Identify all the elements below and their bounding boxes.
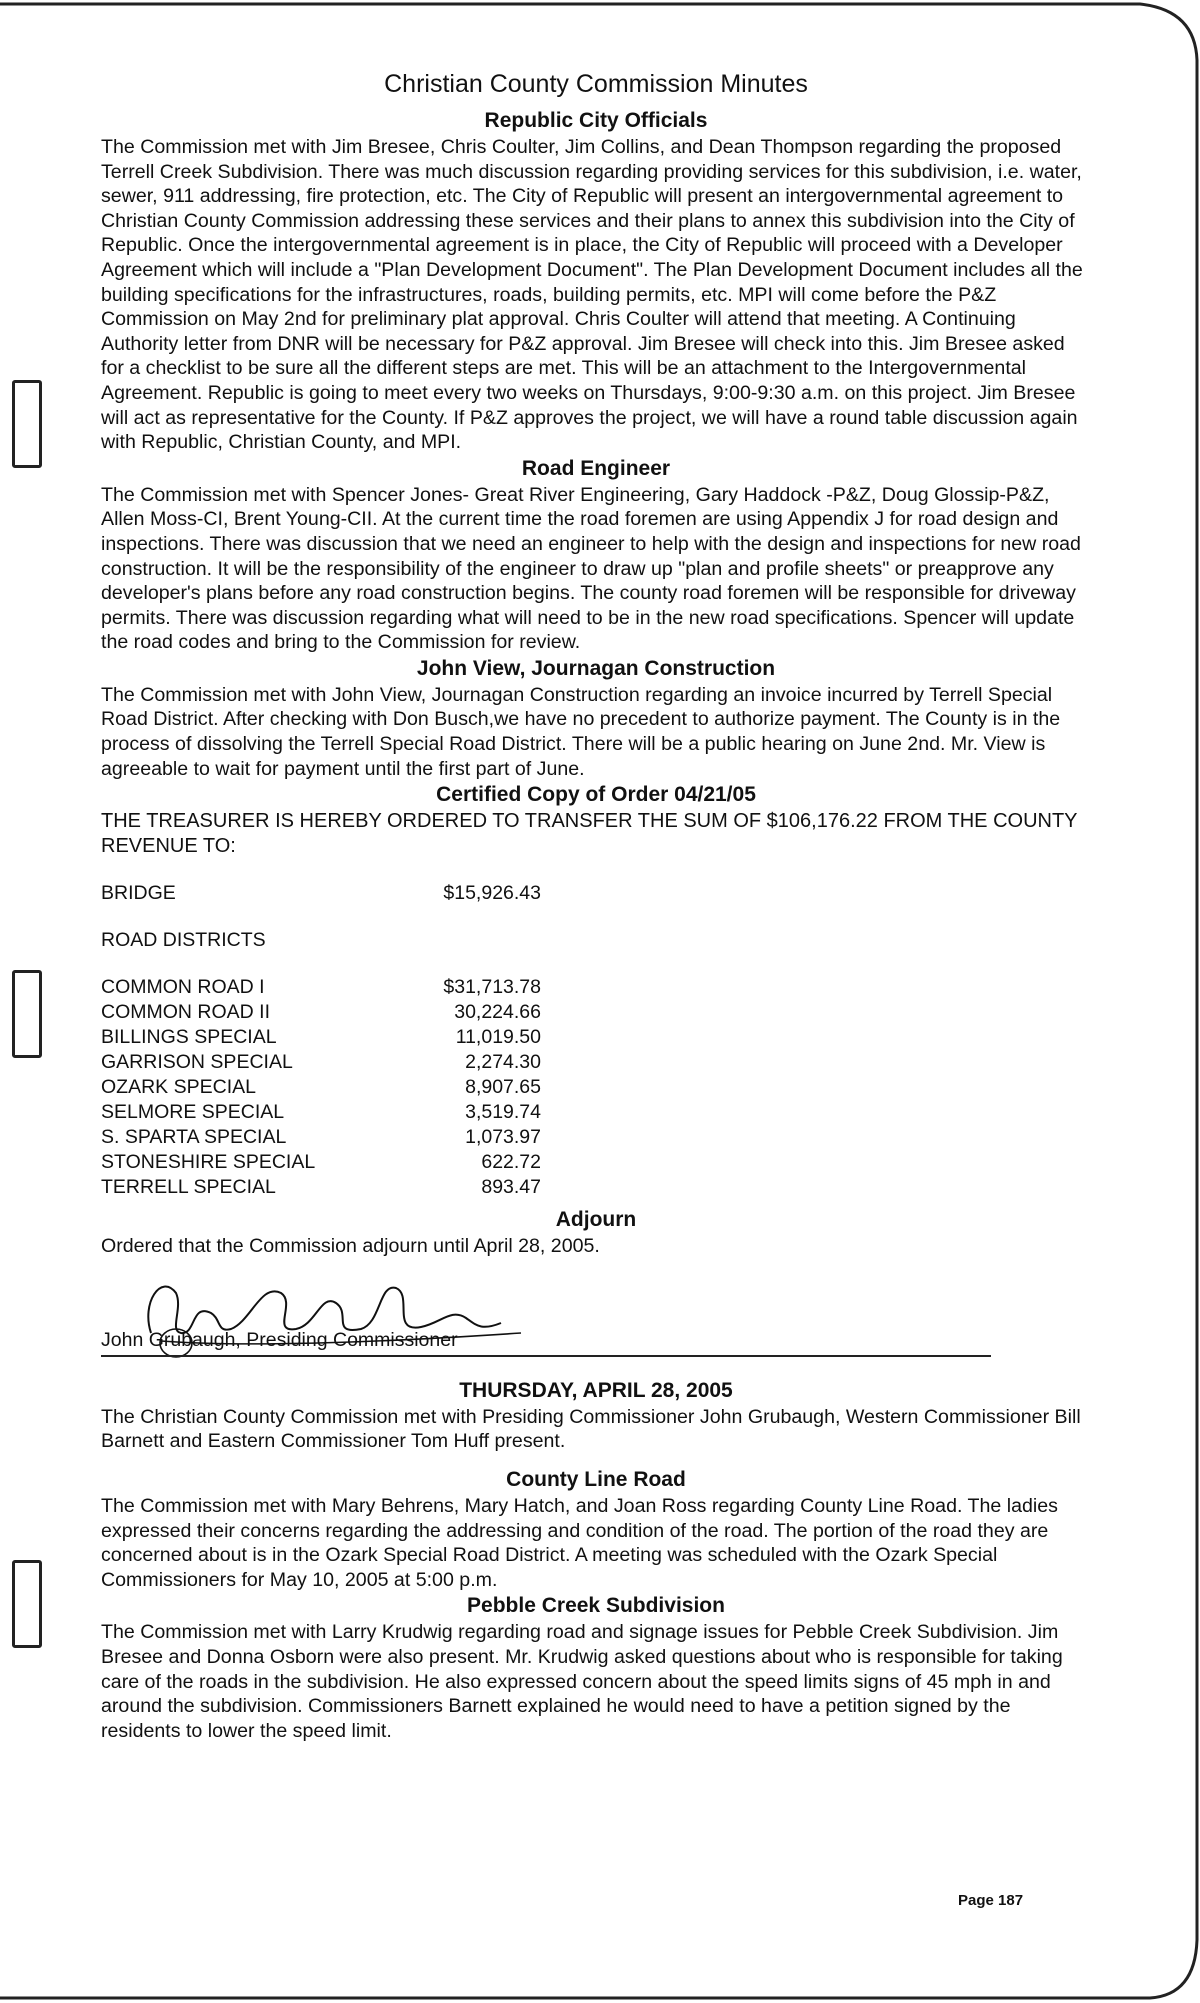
paragraph-pebble-creek: The Commission met with Larry Krudwig regarding road and signage issues for Pebble Creek Subdivision. Jim Bresee and Donna Osborn were also present. Mr. Krudwig asked questions about who is responsible for taking care of the roads in the subdivision. He also expressed concern about the speed limits signs of 45 mph in and around the subdivision. Commissioners Barnett explained he would need to have a petition signed by the residents to lower the speed limit. [101, 1621, 1063, 1742]
binder-hole-top [12, 380, 42, 468]
paragraph-road-engineer: The Commission met with Spencer Jones- Great River Engineering, Gary Haddock -P&Z, Doug Glossip-P&Z, Allen Moss-CI, Brent Young-CII. At the current time the road foremen are using Appendix J for road design and inspections. There was discussion that we need an engineer to help with the design and inspections for new road construction. It will be the responsibility of the engineer to draw up "plan and profile sheets" or preapprove any developer's plans before any road construction begins. The county road foremen will be responsible for driveway permits. There was discussion regarding what will need to be in the new road specifications. Spencer will update the road codes and bring to the Commission for review. [101, 483, 1081, 654]
heading-adjourn: Adjourn [555, 1208, 637, 1232]
district-name: S. SPARTA SPECIAL [101, 1126, 287, 1149]
allocation-name: BRIDGE [101, 882, 176, 905]
district-name: BILLINGS SPECIAL [101, 1026, 277, 1049]
signature-block [101, 1259, 1091, 1369]
district-name: STONESHIRE SPECIAL [101, 1151, 316, 1174]
list-item [101, 1000, 1091, 1025]
document-title: Christian County Commission Minutes [384, 70, 808, 98]
district-amount: 622.72 [481, 1151, 541, 1174]
list-item [101, 1175, 1091, 1200]
paragraph-john-view: The Commission met with John View, Journagan Construction regarding an invoice incurred by Terrell Special Road District. After checking with Don Busch,we have no precedent to authorize payment. The County is in the process of dissolving the Terrell Special Road District. There will be a public hearing on June 2nd. Mr. View is agreeable to wait for payment until the first part of June. [101, 683, 1061, 780]
district-name: OZARK SPECIAL [101, 1076, 256, 1099]
district-name: TERRELL SPECIAL [101, 1176, 276, 1199]
heading-thursday-date: THURSDAY, APRIL 28, 2005 [459, 1378, 733, 1402]
list-item [101, 1025, 1091, 1050]
paragraph-republic-city-officials: The Commission met with Jim Bresee, Chris Coulter, Jim Collins, and Dean Thompson regarding the proposed Terrell Creek Subdivision. There was much discussion regarding providing services for this subdivision, i.e. water, sewer, 911 addressing, fire protection, etc. The City of Republic will present an intergovernmental agreement to Christian County Commission addressing these services and their plans to annex this subdivision into the City of Republic. Once the intergovernmental agreement is in place, the City of Republic will proceed with a Developer Agreement which will include a "Plan Development Document". The Plan Development Document includes all the building specifications for the infrastructures, roads, building permits, etc. MPI will come before the P&Z Commission on May 2nd for preliminary plat approval. Chris Coulter will attend that meeting. A Continuing Authority letter from DNR will be necessary for P&Z approval. Jim Bresee will check into this. Jim Bresee asked for a checklist to be sure all the different steps are met. This will be an attachment to the Intergovernmental Agreement. Republic is going to meet every two weeks on Thursdays, 9:00-9:30 a.m. on this project. Jim Bresee will act as representative for the County. If P&Z approves the project, we will have a round table discussion again with Republic, Christian County, and MPI. [101, 136, 1083, 454]
list-item [101, 1075, 1091, 1100]
paragraph-adjourn: Ordered that the Commission adjourn until April 28, 2005. [101, 1235, 600, 1258]
heading-pebble-creek: Pebble Creek Subdivision [467, 1594, 725, 1618]
order-statement: THE TREASURER IS HEREBY ORDERED TO TRANSFER THE SUM OF $106,176.22 FROM THE COUNTY REVENUE TO: [101, 810, 1078, 858]
page-number: Page 187 [958, 1892, 1024, 1909]
signature-divider [101, 1355, 991, 1357]
signature-name-title: John Grubaugh, Presiding Commissioner [101, 1328, 458, 1351]
district-name: COMMON ROAD II [101, 1001, 270, 1024]
district-amount: 2,274.30 [465, 1051, 541, 1074]
district-amount: 11,019.50 [455, 1026, 541, 1049]
binder-hole-middle [12, 970, 42, 1058]
allocation-bridge [101, 881, 1091, 906]
paragraph-thursday-attendance: The Christian County Commission met with Presiding Commissioner John Grubaugh, Western Commissioner Bill Barnett and Eastern Commissioner Tom Huff present. [101, 1405, 1081, 1453]
heading-road-engineer: Road Engineer [521, 456, 671, 480]
paragraph-county-line-road: The Commission met with Mary Behrens, Mary Hatch, and Joan Ross regarding County Line Road. The ladies expressed their concerns regarding the addressing and condition of the road. The portion of the road they are concerned about is in the Ozark Special Road District. A meeting was scheduled with the Ozark Special Commissioners for May 10, 2005 at 5:00 p.m. [101, 1495, 1058, 1591]
list-item [101, 1100, 1091, 1125]
list-item [101, 975, 1091, 1000]
heading-certified-order: Certified Copy of Order 04/21/05 [436, 783, 756, 807]
road-district-list [101, 975, 1091, 1200]
district-name: GARRISON SPECIAL [101, 1051, 293, 1074]
heading-republic-city-officials: Republic City Officials [484, 109, 708, 132]
minutes-content [101, 70, 1091, 1743]
district-name: SELMORE SPECIAL [101, 1101, 285, 1124]
district-amount: $31,713.78 [443, 976, 541, 999]
list-item [101, 1150, 1091, 1175]
list-item [101, 1050, 1091, 1075]
list-item [101, 1125, 1091, 1150]
heading-john-view: John View, Journagan Construction [416, 656, 776, 680]
district-name: COMMON ROAD I [101, 976, 265, 999]
district-amount: 1,073.97 [465, 1126, 541, 1149]
district-amount: 893.47 [481, 1176, 541, 1199]
road-districts-label: ROAD DISTRICTS [101, 929, 266, 952]
binder-hole-bottom [12, 1560, 42, 1648]
district-amount: 30,224.66 [454, 1001, 541, 1024]
allocation-amount: $15,926.43 [443, 882, 541, 905]
district-amount: 8,907.65 [465, 1076, 541, 1099]
district-amount: 3,519.74 [465, 1101, 541, 1124]
heading-county-line-road: County Line Road [506, 1468, 686, 1492]
